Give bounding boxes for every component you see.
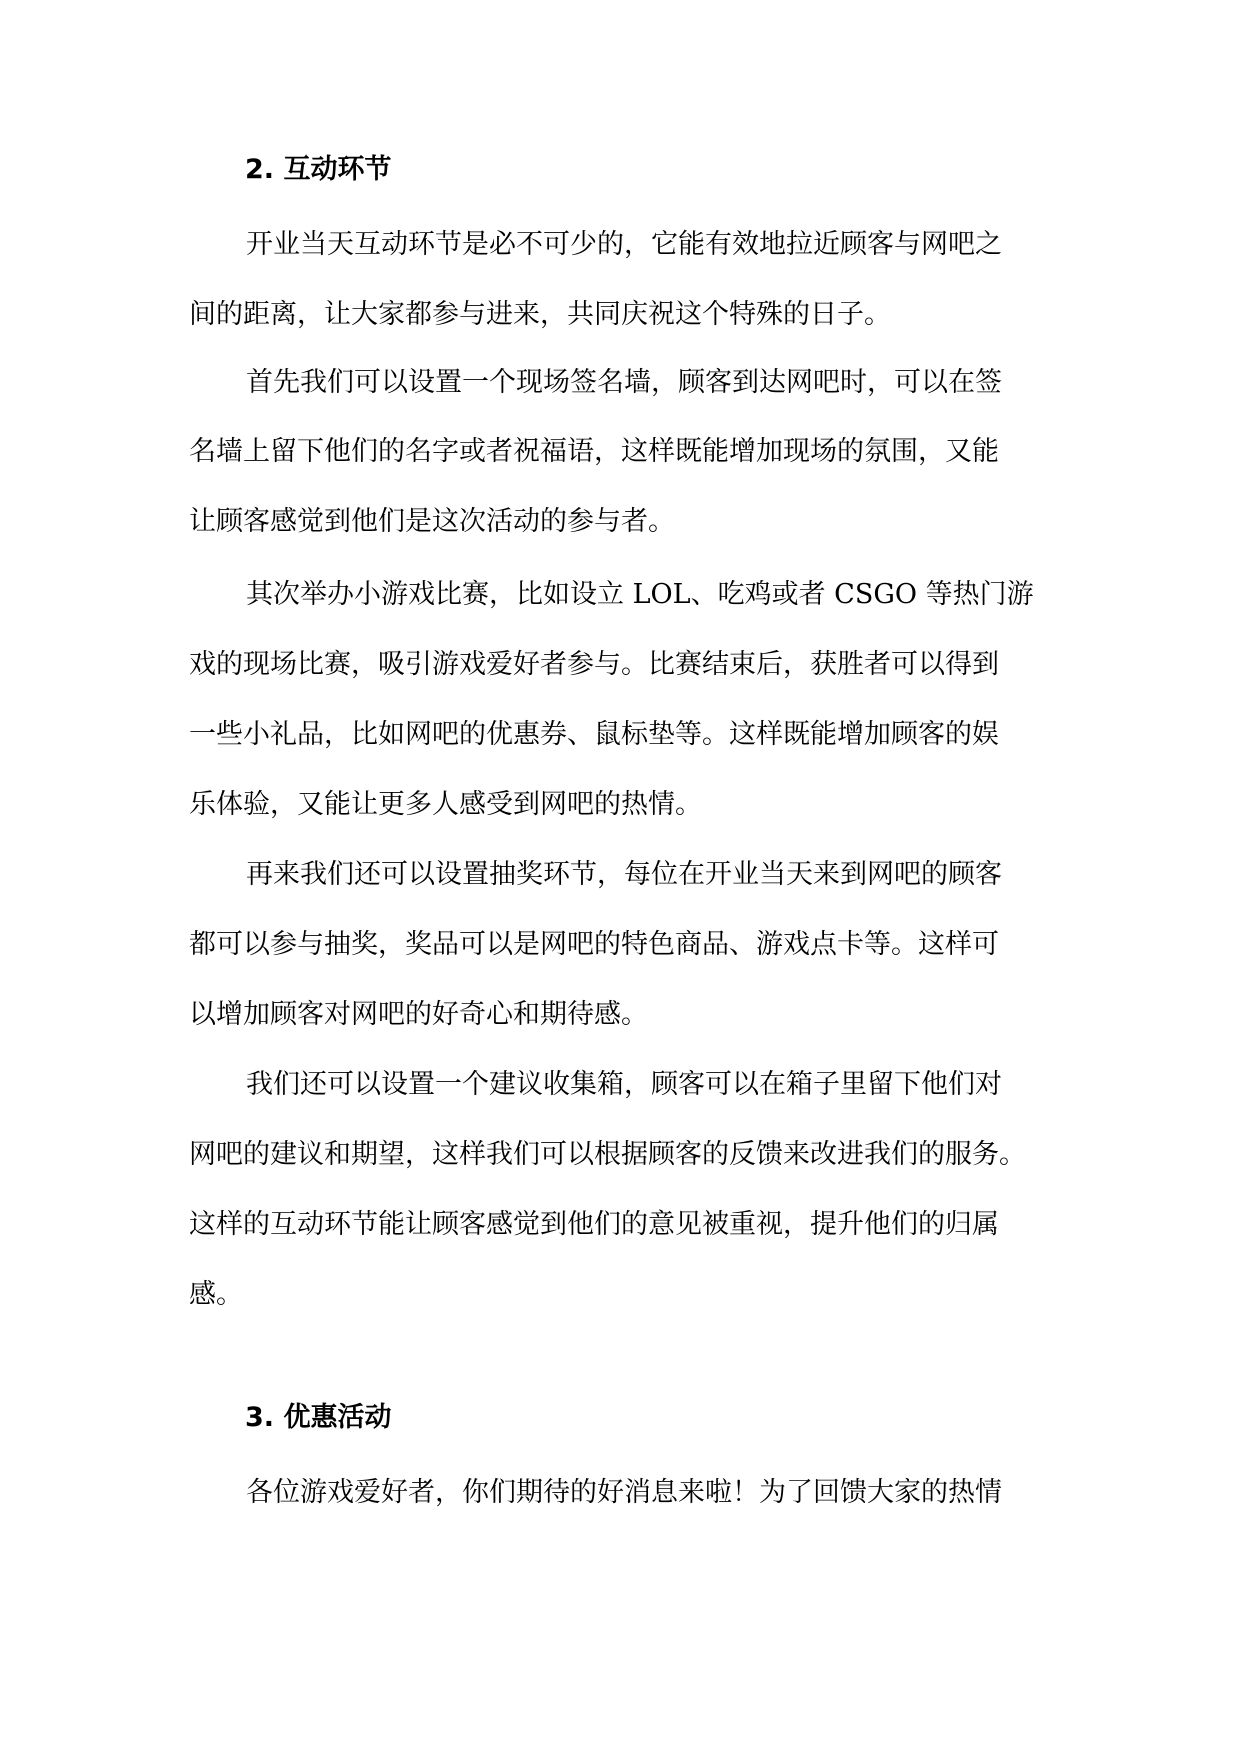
paragraph-line: 间的距离，让大家都参与进来，共同庆祝这个特殊的日子。: [189, 299, 891, 330]
paragraph-line: 戏的现场比赛，吸引游戏爱好者参与。比赛结束后，获胜者可以得到: [189, 649, 999, 680]
paragraph-line: 一些小礼品，比如网吧的优惠券、鼠标垫等。这样既能增加顾客的娱: [189, 719, 999, 750]
paragraph-line: 名墙上留下他们的名字或者祝福语，这样既能增加现场的氛围，又能: [189, 436, 999, 467]
paragraph-line: 开业当天互动环节是必不可少的，它能有效地拉近顾客与网吧之: [246, 229, 1002, 260]
paragraph-line: 网吧的建议和期望，这样我们可以根据顾客的反馈来改进我们的服务。: [189, 1139, 1026, 1170]
section-3-heading: 3. 优惠活动: [245, 1402, 392, 1433]
paragraph-line: 感。: [189, 1279, 243, 1310]
paragraph-line: 让顾客感觉到他们是这次活动的参与者。: [189, 506, 675, 537]
paragraph-line: 其次举办小游戏比赛，比如设立 LOL、吃鸡或者 CSGO 等热门游: [246, 579, 1034, 610]
paragraph-line: 我们还可以设置一个建议收集箱，顾客可以在箱子里留下他们对: [246, 1069, 1002, 1100]
paragraph-line: 首先我们可以设置一个现场签名墙，顾客到达网吧时，可以在签: [246, 367, 1002, 398]
paragraph-line: 各位游戏爱好者，你们期待的好消息来啦！为了回馈大家的热情: [246, 1477, 1002, 1508]
paragraph-line: 乐体验，又能让更多人感受到网吧的热情。: [189, 789, 702, 820]
paragraph-line: 以增加顾客对网吧的好奇心和期待感。: [189, 999, 648, 1030]
paragraph-line: 再来我们还可以设置抽奖环节，每位在开业当天来到网吧的顾客: [246, 859, 1002, 890]
paragraph-line: 这样的互动环节能让顾客感觉到他们的意见被重视，提升他们的归属: [189, 1209, 999, 1240]
paragraph-line: 都可以参与抽奖，奖品可以是网吧的特色商品、游戏点卡等。这样可: [189, 929, 999, 960]
section-2-heading: 2. 互动环节: [245, 154, 392, 185]
